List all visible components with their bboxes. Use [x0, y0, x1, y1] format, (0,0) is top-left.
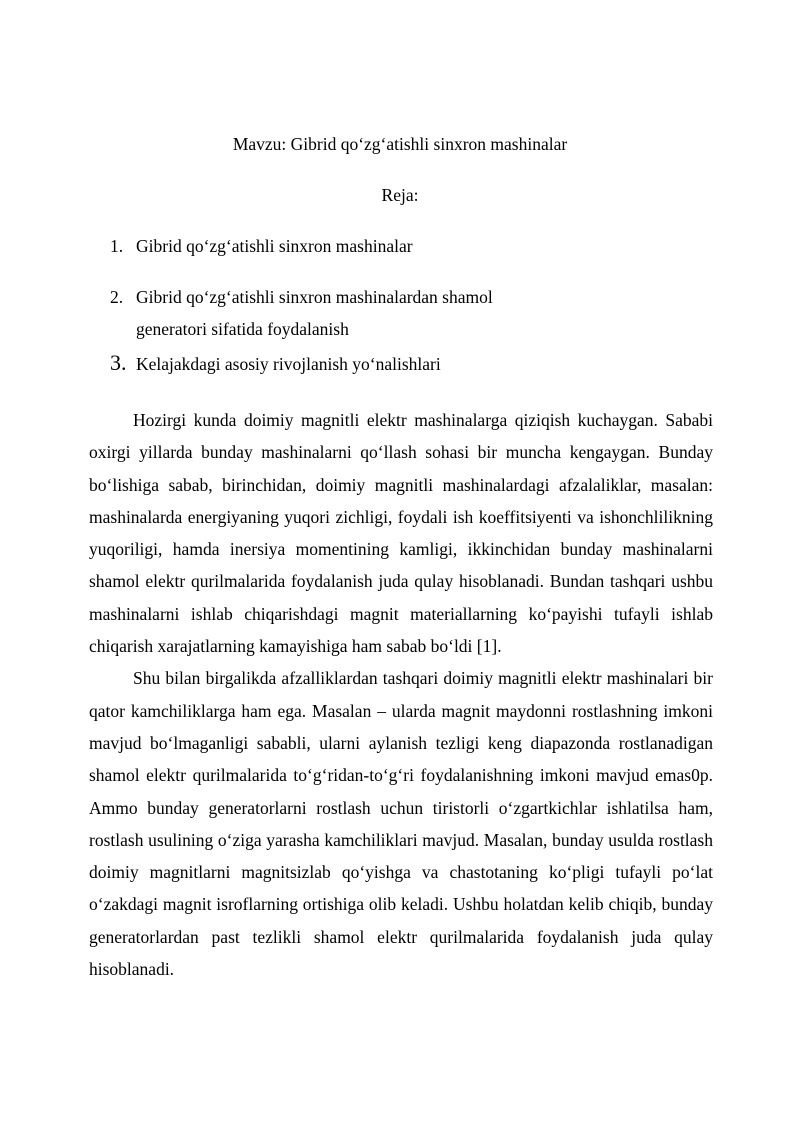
paragraph-1: Hozirgi kunda doimiy magnitli elektr mashinalarga qiziqish kuchaygan. Sababi oxirgi yillarda bunday mashinalarni qo‘llash sohasi bir muncha kengaygan. Bunday bo‘lishiga sabab, birinchidan, doimiy magnitli mashinalardagi afzalaliklar, masalan: mashinalarda energiyaning yuqori zichligi, foydali ish koeffitsiyenti va ishonchlilikning yuqoriligi, hamda inersiya momentining kamligi, ikkinchidan bunday mashinalarni shamol elektr qurilmalarida foydalanish juda qulay hisoblanadi. Bundan tashqari ushbu mashinalarni ishlab chiqarishdagi magnit materiallarning ko‘payishi tufayli ishlab chiqarish xarajatlarning kamayishiga ham sabab bo‘ldi [1]. [89, 410, 713, 657]
plan-item-text: Gibrid qo‘zg‘atishli sinxron mashinalar [136, 236, 413, 256]
plan-heading: Reja: [381, 185, 419, 205]
plan-item-number: 3. [110, 350, 127, 375]
document-title: Mavzu: Gibrid qo‘zg‘atishli sinxron mashinalar [232, 134, 568, 154]
plan-item-number: 2. [110, 287, 124, 307]
plan-item-number: 1. [110, 236, 124, 256]
plan-item-text: Gibrid qo‘zg‘atishli sinxron mashinalardan shamol generatori sifatida foydalanish [136, 287, 493, 339]
paragraph-2: Shu bilan birgalikda afzalliklardan tashqari doimiy magnitli elektr mashinalari bir qator kamchiliklarga ham ega. Masalan – ularda magnit maydonni rostlashning imkoni mavjud bo‘lmaganligi sababli, ularni aylanish tezligi keng diapazonda rostlanadigan shamol elektr qurilmalarida to‘g‘ridan-to‘g‘ri foydalanishning imkoni mavjud emas0p. Ammo bunday generatorlarni rostlash uchun tiristorli o‘zgartkichlar ishlatilsa ham, rostlash usulining o‘ziga yarasha kamchiliklari mavjud. Masalan, bunday usulda rostlash doimiy magnitlarni magnitsizlab qo‘yishga va chastotaning ko‘pligi tufayli po‘lat o‘zakdagi magnit isroflarning ortishiga olib keladi. Ushbu holatdan kelib chiqib, bunday generatorlardan past tezlikli shamol elektr qurilmalarida foydalanish juda qulay hisoblanadi. [89, 668, 713, 980]
plan-item-text: Kelajakdagi asosiy rivojlanish yo‘nalishlari [136, 354, 441, 374]
document-body [89, 404, 713, 985]
